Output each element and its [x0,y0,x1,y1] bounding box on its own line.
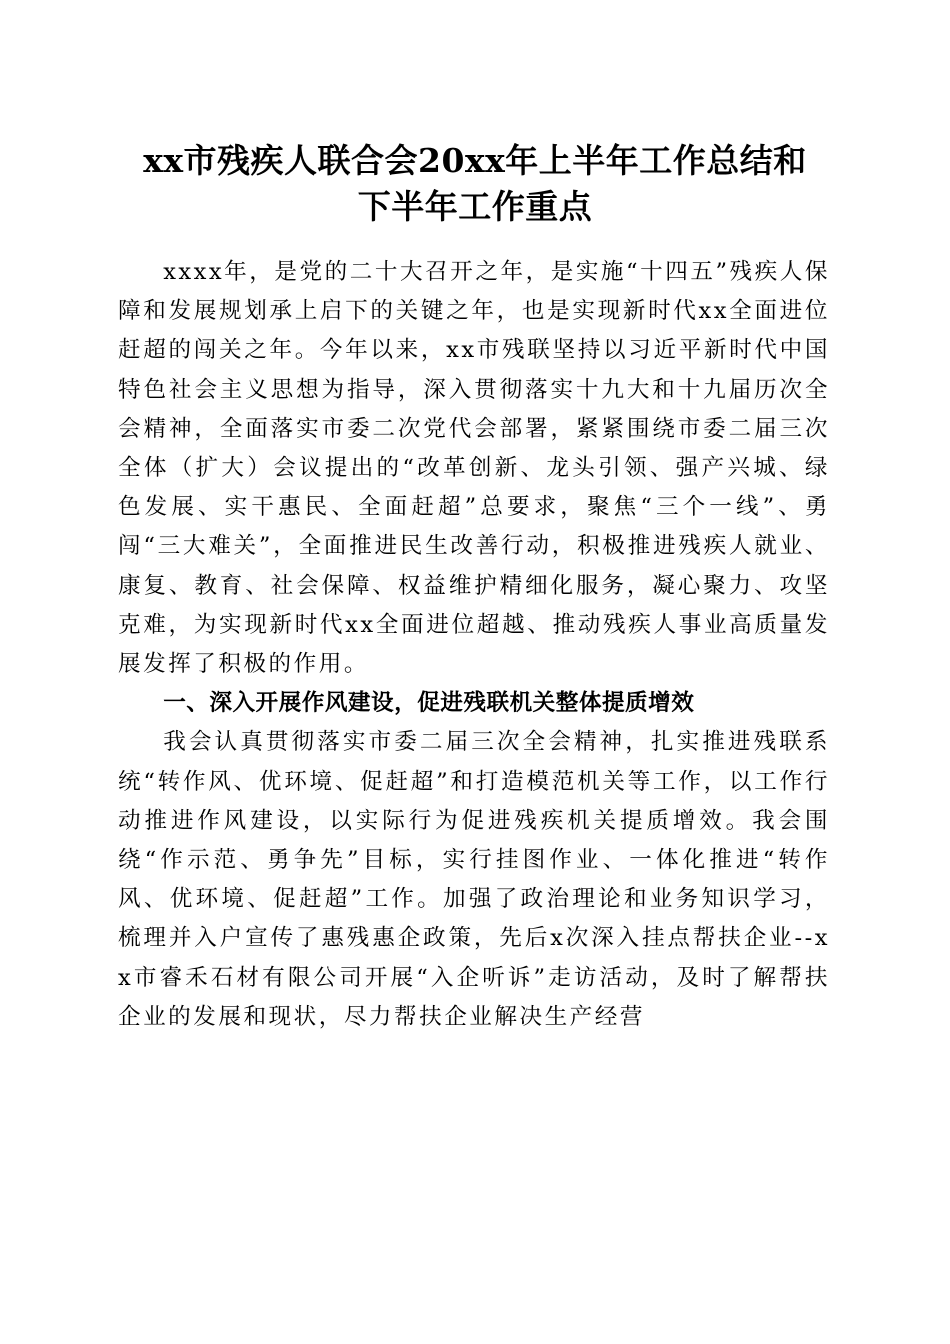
document-title [90,138,860,230]
intro-paragraph: xxxx年，是党的二十大召开之年，是实施“十四五”残疾人保障和发展规划承上启下的关键之年，也是实现新时代xx全面进位赶超的闯关之年。今年以来，xx市残联坚持以习近平新时代中国特色社会主义思想为指导，深入贯彻落实十九大和十九届历次全会精神，全面落实市委二次党代会部署，紧紧围绕市委二届三次全体（扩大）会议提出的“改革创新、龙头引领、强产兴城、绿色发展、实干惠民、全面赶超”总要求，聚焦“三个一线”、勇闯“三大难关”，全面推进民生改善行动，积极推进残疾人就业、康复、教育、社会保障、权益维护精细化服务，凝心聚力、攻坚克难，为实现新时代xx全面进位超越、推动残疾人事业高质量发展发挥了积极的作用。 [118,259,830,678]
title-line-1: xx市残疾人联合会20xx年上半年工作总结和 [143,141,807,180]
section-1-heading: 一、深入开展作风建设，促进残联机关整体提质增效 [163,690,695,717]
section-1-paragraph: 我会认真贯彻落实市委二届三次全会精神，扎实推进残联系统“转作风、优环境、促赶超”和打造模范机关等工作，以工作行动推进作风建设，以实际行为促进残疾机关提质增效。我会围绕“作示范、勇争先”目标，实行挂图作业、一体化推进“转作风、优环境、促赶超”工作。加强了政治理论和业务知识学习，梳理并入户宣传了惠残惠企政策，先后x次深入挂点帮扶企业--xx市睿禾石材有限公司开展“入企听诉”走访活动，及时了解帮扶企业的发展和现状，尽力帮扶企业解决生产经营 [118,729,830,1030]
title-line-2: 下半年工作重点 [357,187,593,226]
document-body [118,253,830,1037]
